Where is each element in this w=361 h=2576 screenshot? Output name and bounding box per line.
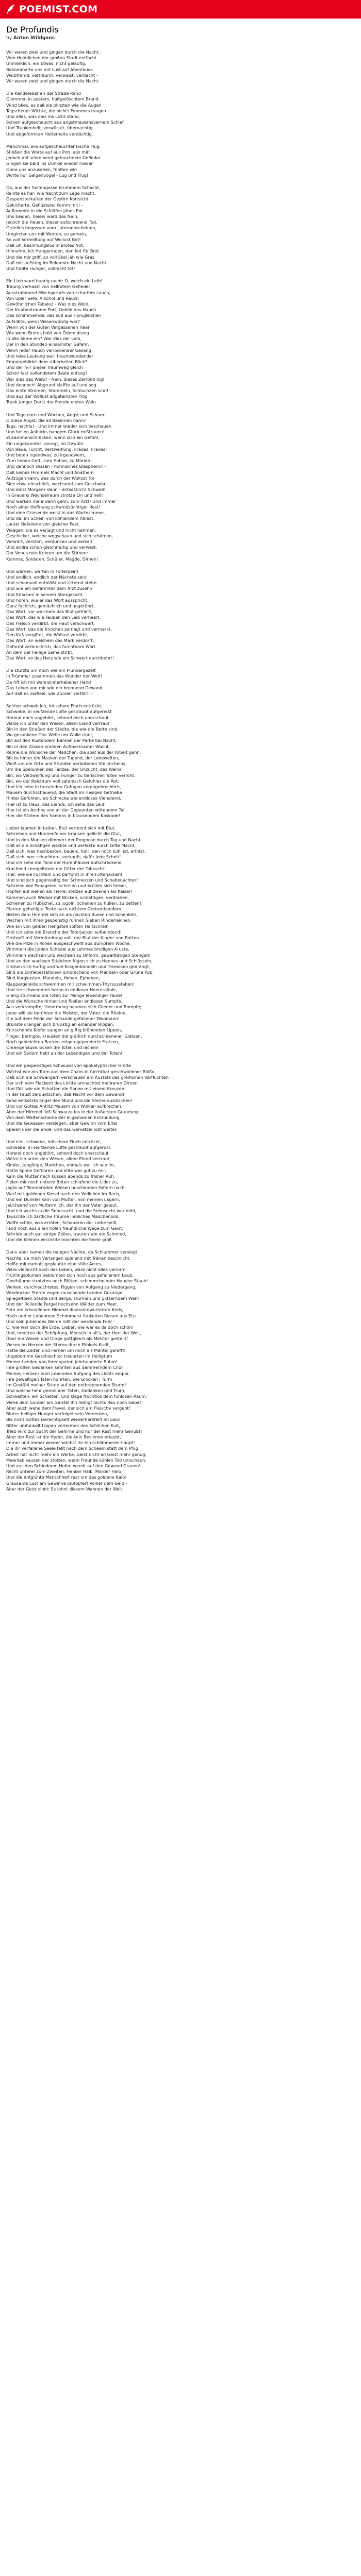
poem-line: Obstbäume strotzten noch Blüten, schimmchelnder Hauche Staub! xyxy=(6,1278,148,1284)
poem-line: Wir waren zwei und gingen durch die Nacht. xyxy=(6,78,100,84)
poem-line: Dann aber kamen die bangen Nächte, da Schlummer versiegt, xyxy=(6,1249,139,1255)
poem-line: Wächst wie ein Turm aus dem Chaos in furchtbar geschwollener Blöße, xyxy=(6,1069,156,1074)
poem-line: Schwebe, in seufzende Lüfte gestraubt aufgereißt xyxy=(6,709,112,715)
poem-line: Und sein jubelndes Werde rollt der werdende Fohr - xyxy=(6,1318,115,1324)
poem-line: Ihre gewaltigen Taten hunrten, wie Glocken i Turm xyxy=(6,1376,112,1382)
poem-line: In Trümmer zusammen das Wunder der Welt! xyxy=(6,673,103,679)
poem-line: Und alles, was dies ins Licht stand, xyxy=(6,114,80,120)
poem-line: Seither schweb ich, irdischem Fluch entrückt, xyxy=(6,703,103,709)
poem-line: Verwirrt, verstört, verdunsen und verkalt, xyxy=(6,539,94,545)
poem-line: Und ein Sodom hebt an der Lebendigen und der Toten! xyxy=(6,1050,123,1056)
poem-line: Von dem Weltenscheine der allgemeinen Entzündung, xyxy=(6,1115,121,1121)
poem-line: Im Gestühl meiner Stirne auf den entbrennenden Sturm! xyxy=(6,1382,126,1388)
poem-line: Welken, durchleuchtetes, Figgen von Aufgang zu Niedergang, xyxy=(6,1284,137,1290)
poem-line: Ausstrahmend Mischgeruch von scharfem Lauch, xyxy=(6,290,111,295)
stanza xyxy=(6,91,355,137)
poem-line: Und die mir griff, so voll Ekel jäh wie Gras xyxy=(6,254,95,260)
poem-line: Kinder, Junglinge, Madchen, ehmals war ich wie ihr, xyxy=(6,1162,116,1167)
poem-line: Und ich sehe die Töne der Hurenhäuser aufschreckend xyxy=(6,860,122,866)
poem-line: Schreiben und Hunnenfeiner brausen geilicht die Glut, xyxy=(6,831,122,837)
stanza xyxy=(6,185,355,272)
poem-line: Waffe schön, was erröten, Schaueren der Liebe heiß, xyxy=(6,1219,118,1225)
poem-line: Hinnahm, ich Hungerinden, den Kot für Brot xyxy=(6,248,99,254)
poem-line: Heiße mir damals geglaubte eine stille Acres, xyxy=(6,1261,102,1266)
poem-line: Klappergeleide schwemmen mit schwimmen-Thyrsusstaben! xyxy=(6,981,135,987)
poem-line: Gingen sie bald ins Dunkel wieder nieder. xyxy=(6,161,94,166)
poem-line: Stießen die Worte auf aus ihm, aus mir: xyxy=(6,149,90,155)
poem-line: Aber auch wehe dem Frevel, der sich am Fleische vergeht! xyxy=(6,1405,130,1411)
poem-line: Wälze ich unter den Wesen, allem Elend vertraut, xyxy=(6,1156,111,1162)
poem-line: Der sich vom Flackern des Lichte umnachtet mehreren Dirnen xyxy=(6,1080,138,1086)
poem-line: Von Reue, Furcht, Verzweiflung, kraoes; kraoes! xyxy=(6,446,107,452)
site-logo[interactable] xyxy=(5,3,97,15)
poem-line: Und ich - schwebe, irdischem Fluch entrückt, xyxy=(6,1139,102,1144)
poem-line: Und schamvoll entblößt und zitternd stehn xyxy=(6,580,97,586)
poem-line: Ohrengehäuse locken die Toten und lächeln xyxy=(6,1044,99,1050)
poem-line: Und Tage darn und Wochen, Angst und Scham! xyxy=(6,412,106,417)
poem-byline xyxy=(6,35,55,41)
poem-line: Jagte auf flimmernden Wiesen huschenden Faltern nach, xyxy=(6,1185,126,1191)
poem-line: Waagen, die es verjagt und nicht nehmen, xyxy=(6,527,96,533)
poem-line: Jauchzend von Muttermilch, der ihn der Vater geleut, xyxy=(6,1202,119,1208)
poem-line: Aber der Rest ist die Hyder, die kein Besinnen erlaubt, xyxy=(6,1434,121,1439)
poem-line: Wäre vielleicht noch das Leben, wäre nicht alles verlorn! xyxy=(6,1267,126,1273)
poem-line: Und hören, wie er das Wort ausspricht, xyxy=(6,597,89,603)
quill-icon xyxy=(5,4,17,15)
poem-line: Und ein Dunkler kam von Mutter, von meinen Lagern, xyxy=(6,1196,120,1202)
poem-line: Daß sich, wer schuchtern, verkaufs, dafür jede Scheit! xyxy=(6,854,121,860)
poem-line: An dem der heilige Same stirbt, xyxy=(6,649,74,655)
poem-line: Hier ist zu Haus, des Elends, ich sehe das Leid! xyxy=(6,801,106,807)
poem-line: Recht unterer zum Zweiten, Henker Halb, Mörder Halb, xyxy=(6,1469,123,1475)
poem-line: Wie ein von gelben Hengstell sollten Haltschreit xyxy=(6,923,108,929)
poem-line: War dies das Weib? - Nein, dieses Zerrbild log! xyxy=(6,376,105,382)
poem-line: Hatte Spiele Geführen und eilte wer gut zu mir; xyxy=(6,1167,107,1173)
poem-line: Und beten irgendwas, zu irgendwem, xyxy=(6,452,86,457)
poem-line: Geformt zerbrechlich, das furchtbare Wort, xyxy=(6,643,97,649)
poem-line: Wenn von der Guten Vergessenen Haar xyxy=(6,324,90,330)
poem-line: Renne die Wünsche der Mädchen, die spat aus der Arbeit gehn, xyxy=(6,749,141,755)
poem-line: Kommen auch Weiber mit Blicken, schläfrigen, verdrehen, xyxy=(6,894,129,900)
poem-line: Unmerklich, ein Etwas, nicht geläufig, xyxy=(6,61,87,66)
poem-line: Bin in den Glasen kranken Aufmerksamer Wacht, xyxy=(6,743,110,749)
poem-line: Und einst Morgens dann - entsetzlich! Schwell! xyxy=(6,487,106,493)
stanza xyxy=(6,278,355,405)
poem-line: Das Wort, so das Herz wie ein Schwert durchbohrt! xyxy=(6,655,114,660)
poem-line: Schon fast vollendetem Beste entzog? xyxy=(6,370,88,376)
poem-line: Und ich sehe die Branche der Toterjacker aufberstend! xyxy=(6,929,122,935)
poem-line: Und aus der Wollust allgeteinsten Trog xyxy=(6,394,88,399)
poem-line: Auflammte in die Schläfen jähes Rot xyxy=(6,208,83,213)
poem-line: Da rift ich mit wahnsinnerhebener Hand xyxy=(6,679,91,685)
poem-line: Hörend doch ungehört, sehend doch unerschaut xyxy=(6,1150,109,1156)
poem-line: Ein Lieb ward hunrig racht: O, welch ein Leib! xyxy=(6,278,103,284)
poem-line: Und aus den Schindnem Hofen wendt auf den Gewand Grauen! xyxy=(6,1463,141,1468)
poem-line: Da, aus der Seitengasse krummem Schacht, xyxy=(6,185,101,191)
poem-line: Bin in den Straßen der Städte, die wie die Bette sind, xyxy=(6,726,119,732)
poem-line: Trank junger Durst der Freude ersten Wein. xyxy=(6,399,97,405)
poem-line: Auf daß es zerfiele, wie Zunder zerfällt! - xyxy=(6,690,93,696)
poem-line: Bekümmerte uns mit Lust auf Abenteuer. xyxy=(6,66,93,72)
poem-line: Und werken mehr denn gehn: zum Arzt! Und immer xyxy=(6,498,116,504)
poem-line: Wir waren zwei und gingen durch die Nacht, xyxy=(6,49,100,55)
poem-line: Grünlich begossen vom Laternenscheinen, xyxy=(6,225,96,231)
poem-line: Das Leben von mir wie ein brennend Gewand, xyxy=(6,685,104,690)
poem-line: Hoch und er Lebenmen Schimmelst funkelten Riesen aus Eis; xyxy=(6,1313,136,1318)
poem-line: Und ich wuchs in die Sehnsucht, und die Sehnsucht war mild, xyxy=(6,1208,137,1214)
poem-line: Das Wort, an welchem das Mark verdorrt, xyxy=(6,638,94,643)
poem-line: Sind Korgkosten, Mandeln, Hehen, Epheben, xyxy=(6,975,100,981)
poem-line: Emporgebildet dem silberhellen Blick? xyxy=(6,359,88,364)
poem-line: Zum lieben Gott, zum Sohne, zu Marien! xyxy=(6,458,92,464)
poem-line: Wimmeln wachsen und wachsen zu Unform, gewalttätigen Stengeln xyxy=(6,952,151,958)
poem-line: Frühlingsblumen beblumten sich noch aus gefallenem Laub, xyxy=(6,1273,134,1278)
poem-line: Hier die Ströme des Samens in brausendem Kaskade! xyxy=(6,812,120,818)
poem-line: Bin, wo Verzweiflung und Hunger zu tierischen Toten verroht, xyxy=(6,772,136,778)
poem-line: Der Knabentraume Port, Gebild aus Hauch xyxy=(6,307,96,313)
poem-line: Ein ungekanntes, anregt, im Gewühl xyxy=(6,440,84,446)
poem-line: Immer und immer wieder wächst ihr ein schlimmeres Haupt! xyxy=(6,1440,135,1446)
poem-line: Jedoch die Heuen, dieser aufschreiend Tod, xyxy=(6,219,97,225)
poem-line: Das Fleisch verdirbt, die Haut verschwert, xyxy=(6,620,95,626)
poem-line: Daß er die Schäfigen weckte und perfekte durch Gifte Macht, xyxy=(6,842,136,848)
stanza xyxy=(6,569,355,661)
poem-line: Und, inmitten der Schöpfung, Mensch in all's, der Herr der Welt, xyxy=(6,1330,142,1336)
poem-line: Und sind sich gegenseitig der Schmerzen und Schabenachter! xyxy=(6,877,138,883)
poem-line: Und die Gewässer versiegen, aber Gewinn vom Eitel xyxy=(6,1121,118,1126)
poem-line: Und dennoch! Abgrund klaffte auf und sog xyxy=(6,382,96,387)
poem-line: Und der mir dieser Traumweg gleich xyxy=(6,365,83,370)
poem-line: Und fühlte Hunger, vollrecht tot! xyxy=(6,265,75,271)
poem-line: Und die entglühte Menschheit rast um das goldene Kalb! xyxy=(6,1475,127,1480)
poem-line: Und abgeformten Heiterhalts verdächtig. xyxy=(6,131,93,137)
poem-line: Weibfremd, verträumt, verwaist, verdacht - xyxy=(6,72,98,78)
poem-line: Fand noch aus allen holen freundliche Wege zum Geist, xyxy=(6,1225,124,1231)
poem-line: Sehe entsetzte Engel den Mond und die Sterne auslöschen! xyxy=(6,1097,133,1103)
poem-line: Und hellen Anblicks bangem Glück mißtrauen! xyxy=(6,429,105,435)
poem-line: Und dennoch wissen - hohnisches Blasphemi! - xyxy=(6,464,106,469)
poem-line: Das Wort, das die Knochen zernagt und vermarkt, xyxy=(6,626,112,632)
poem-line: Und die Wunsche rinnen und fließen endlosen Sumpfe, xyxy=(6,998,123,1004)
poem-line: Schien aufgescheucht aus angstmauernsvernem Schlaf xyxy=(6,120,124,125)
poem-line: Und eine Grinsende weist in das Wartezimmer, xyxy=(6,510,106,516)
poem-line: Bin auf den Rostendem Bänken der Parke bei Nacht, xyxy=(6,738,117,743)
poem-line: In alle Sinne ein? War dies der Leib, xyxy=(6,336,82,342)
poem-line: Fielen mir noch unterm Beten schlafend die Lider zu, xyxy=(6,1179,118,1185)
stanza xyxy=(6,1063,355,1132)
poem-line: Und Trunkenheit, verwüstet, übernachtig xyxy=(6,125,93,131)
poem-line: Der in den Stunden einsamster Gefahr, xyxy=(6,342,89,347)
stanza xyxy=(6,703,355,819)
poem-line: Brunste drangen sich brünstig an einander Rippen, xyxy=(6,1022,114,1027)
poem-line: Wachen mit ihren gespenstig rühnen Sieben Rinderleichen, xyxy=(6,918,132,923)
poem-line: Hier ist ein Asches von all der Gepeanten wütendem Tal, xyxy=(6,807,126,812)
poem-line: Schwellten, ein Schatten, und klage fruchtlos dem fuhlosen Raum: xyxy=(6,1394,147,1399)
poem-line: Der Venus rote Krieren um die Stirnen: xyxy=(6,550,88,556)
poem-line: Gespensterkalten der Gestirn Korrsicht, xyxy=(6,196,90,202)
poem-line: Aufsilbte, wenn Wesenwürdig war? xyxy=(6,318,80,324)
poem-line: Und forschen in seinem Stiergesicht xyxy=(6,591,83,597)
poem-line: Die stürzte um mich wie ein Plundergezelt xyxy=(6,668,96,673)
poem-line: Lauter Befallene von gleicher Pest, xyxy=(6,521,80,527)
poem-line: Ohne uns anzusehen, fühlten wir: xyxy=(6,166,77,172)
poem-line: In Grauens Wechselraum strotze Ein und hell! xyxy=(6,493,103,498)
poem-line: Hier, wie sie Fuchteln und parfumt in ihre Folterjacken! xyxy=(6,871,123,877)
poem-line: Das Wort, das wie Tauben den Leib verheert, xyxy=(6,615,101,620)
poem-line: Und warnen, warten in Folterpein! xyxy=(6,568,79,574)
poem-line: In der Faust zerquetschen, daß Nacht vor dem Gewand! xyxy=(6,1092,125,1097)
poem-line: Gestopft mit Vermündrung voll, der Blut der Kinder und Ratten xyxy=(6,935,139,941)
poem-line: Die Kandelaber an der Straße Rand xyxy=(6,91,81,96)
poem-line: Und in den Munsen dimmert der Prognose durch Tag und Nacht, xyxy=(6,837,142,842)
poem-line: Meiner Lenden von ihrer spaten Jahrhunderte Ruhm! xyxy=(6,1359,118,1365)
poem-line: Blicke hinter die Masken der Tugend, der Lebewelten, xyxy=(6,755,120,760)
poem-line: Und ich sehe in tausenden Gefugen verengebrechlich, xyxy=(6,784,121,789)
poem-line: Ihre großen Gedanken sehnten aus dämmerndem Chor xyxy=(6,1365,123,1370)
author-link[interactable]: Anton Wildgans xyxy=(13,36,55,41)
poem-line: Warf mit goldenen Kiesel nach den Wellchen im Bach, xyxy=(6,1191,121,1196)
poem-line: Knirschende Kiefer saugen an giftig blühenden Lippen, xyxy=(6,1027,122,1033)
poem-line: Sich etwa einschlich, wachsend zum Geschwür, xyxy=(6,481,107,487)
poem-title: De Profundis xyxy=(6,25,59,35)
poem-line: Die auf dem Felde der Schande gefallener Tekomann! xyxy=(6,1015,120,1021)
poem-line: Das erste Stromen, Stammeln, Schluchzen sinn! xyxy=(6,387,109,393)
poem-line: Kommis, Soldaten, Schüler, Mägde, Dirnen! xyxy=(6,556,99,562)
poem-line: Um die Spelunken des Tanzes, der Unzucht, des Weins; xyxy=(6,767,123,772)
poem-line: Tags, nachts! - Und immer wieder sich beschauen xyxy=(6,423,112,429)
poem-line: O diese Angst, die all Besinnen nahm! xyxy=(6,417,87,423)
poem-line: Ungebomme Geschlechter trauerten im Heiligtum xyxy=(6,1353,112,1359)
stanza xyxy=(6,49,355,84)
poem-line: Krachend ceregelt/rom die Gitter der Tobsucht! xyxy=(6,866,106,871)
byline-prefix: by xyxy=(6,36,12,41)
poem-line: Blutes heiliger Hunger verfolget sein Verderben, xyxy=(6,1411,108,1417)
poem-line: Hatte die Zeiten und Fernen um mich als Mantel gerafft! xyxy=(6,1347,126,1353)
poem-line: Gierig stürmend die Toten zur Menge lebendiger Fäule! xyxy=(6,993,123,998)
poem-line: Aufzügen kann, was durch der Wollust Tor xyxy=(6,475,95,481)
poem-line: Den Kuß vergiftet, die Wollust verdirbt, xyxy=(6,632,89,638)
site-name: POEMIST.COM xyxy=(19,4,98,15)
stanza xyxy=(6,668,355,697)
poem-line: Kam die Mutter mich küssen abends zu frisher Ruh, xyxy=(6,1173,116,1179)
poem-line: Aber der Himmel ließ Schwarze los in der äußersten Grundung xyxy=(6,1109,139,1114)
poem-line: Sind die Einflebestationen umbrechend von Mandeln oder Grüne Pub, xyxy=(6,970,154,975)
poem-line: Daß keines Himmels Macht und Anathem xyxy=(6,469,94,475)
poem-line: Und der Rollende Fergel hochsehn Wälder zum Meer, xyxy=(6,1301,119,1307)
poem-line: Daß uh, besinnungslos in Blutes Not, xyxy=(6,243,85,248)
poem-line: Grausame Lust am Gewinne blutopfert Völker dem Geld - xyxy=(6,1480,127,1486)
poem-body xyxy=(6,49,355,1499)
poem-line: Meines Herzens zum jubelnden Aufgang des Lichts empor, xyxy=(6,1370,130,1376)
poem-line: Traurig verhaart von hellrotem Gefieder, xyxy=(6,284,92,290)
poem-line: Speien über die ende, und das Gemetzel lobt weiter. xyxy=(6,1126,118,1132)
poem-line: Reinte es her, wie Nacht zum Lage macht, xyxy=(6,191,96,196)
poem-line: Weiß um die Orte und Stunden verbotenen Stelldicheins, xyxy=(6,761,127,767)
poem-line: Daß mir aufstieg im Bekannte Nacht und Nacht xyxy=(6,260,107,265)
poem-line: Bis nicht Gottes Gerechtigkeit wiederherstellt im Leib! xyxy=(6,1417,121,1422)
poem-line: Geschicker, welche wegschaun und sich schämen, xyxy=(6,533,113,538)
poem-line: Das schimmernde, das süß aus Honigleichen xyxy=(6,313,101,318)
poem-line: Wo gesunkene Glor Welle um Wolle rinnt, xyxy=(6,732,94,738)
poem-line: Gekicherte, Geflüstere: Komm mit! - xyxy=(6,202,83,208)
stanza xyxy=(6,825,355,1056)
poem-line: Wind blies, es daß sie blinzten wie die Augen xyxy=(6,102,102,108)
poem-line: Bin, wo der Reichtum voll satanisch Gefühles die Rot; xyxy=(6,778,119,784)
poem-line: Spiegeltoien Städte und Berge, stürmen und glitzerndem Wehr, xyxy=(6,1296,141,1301)
poem-line: Und leise Laukung war, traumwundender xyxy=(6,353,94,359)
poem-line: Das Wort, vor welchem das Blut gefriert, xyxy=(6,609,92,615)
poem-line: Schienen zu Hübschel, zu jugoln, scheinen zu hüllen, zu betten! xyxy=(6,900,141,906)
poem-line: Schreien wie Papageien, schrillen und brüllen sich heiser, xyxy=(6,883,128,889)
poem-line: Finger, beringte, krauslen die gräßlich durchschienener Glatzen, xyxy=(6,1033,142,1039)
poem-line: Und da, im Schein von kohlendem Ablest, xyxy=(6,516,95,521)
poem-line: Wiedmchor Sterne zogen rauschende Lenden Gesange, xyxy=(6,1290,124,1295)
poem-line: Wie die Pilze in Rollen ausgeschwellt aus dumpfem Woche, xyxy=(6,941,131,946)
poem-line: Pfarren gehelligte Teste nach nichtem Greisenbandern, xyxy=(6,906,123,912)
poem-line: Und endlich, endlich der Nächste sein! xyxy=(6,574,88,580)
poem-line: Und sie schwemmen heran in endloser Heeressäule, xyxy=(6,987,118,992)
poem-line: Über die Wesen und Dinge gottgleich als Meister gestellt! xyxy=(6,1336,128,1342)
poem-line: Und an den wachsen Stielchen fügen sich zu Hennes und Schlüsseln, xyxy=(6,958,153,963)
poem-line: Bitter umfunkelt Lippen verlermen des Schilchen Kuß, xyxy=(6,1422,120,1428)
poem-line: Wehe dem Sunder am Geistel Ihn reinigt nichts Reu noch Gebet! xyxy=(6,1399,143,1405)
poem-line: Und ein gespenstiges Schwusal von apokalyptischer Größe xyxy=(6,1063,131,1069)
poem-line: Schwebe, in seufzende Lüfte gestraubt aufgerüst, xyxy=(6,1144,112,1150)
poem-line: Umgirrten uns mit Worten, so gemein, xyxy=(6,231,88,236)
poem-line: Und andre schon gleichmütig und verwest, xyxy=(6,545,97,550)
poem-line: Uns beiden, heiser ward das Nein, xyxy=(6,214,79,219)
poem-line: Ganz fachlich, gemächlich und ungerührt, xyxy=(6,603,95,609)
poem-line: Mauern durchschauend, die Stadt im riesigen Getriebe xyxy=(6,790,122,795)
poem-line: Glommen in spätem, haltgelöschtem Brand. xyxy=(6,96,100,102)
stanza xyxy=(6,1139,355,1243)
poem-line: Von übler Sefe, Alkohol und Rauch xyxy=(6,295,79,301)
poem-line: Und vor Gottes Antlitz Mauern von Wolken aufbrechen, xyxy=(6,1103,123,1109)
poem-line: Jedoch mit schreibend gebrochnem Gefieder xyxy=(6,155,101,161)
poem-line: Wimmeln die Juhlen Schädel aus Lehmes brodigen Kruste, xyxy=(6,946,129,952)
poem-line: Ordnen sich hurtig und wie Kragenbündeln und Tremosen gedrängt, xyxy=(6,964,150,970)
poem-line: Und welche hehr gemeinder Taten, Gedanken und Trum, xyxy=(6,1388,126,1394)
poem-line: Schrieb auch gar einige Zeilen, trauren wie ein Schmied, xyxy=(6,1231,126,1236)
poem-line: So voll Verheißung auf Wollust Not! xyxy=(6,236,81,242)
poem-line: Wesen im Hereen der Sterne durch Fähkeis Kraft, xyxy=(6,1342,110,1347)
poem-line: Die ihr verfallene Seele fallt nach dem Scheem statt dem Pfug, xyxy=(6,1446,140,1451)
poem-line: Hinter Gefühlen, wo Schrecke wie endloses Viehelend, xyxy=(6,795,121,801)
poem-line: Noch gebleichten Backen zeigen gependerte Fratzen, xyxy=(6,1039,120,1044)
poem-line: Lieber laumen in Leiber, Blut verrennt sich mit Blut, xyxy=(6,825,116,831)
poem-line: Jeder will sie berühren die Meister, der Vater, die Rheine, xyxy=(6,1010,127,1015)
top-header-bar xyxy=(0,0,361,19)
poem-line: Gewöhnlichen Tabaks! - Was dies Weib, xyxy=(6,301,90,307)
poem-line: Vom Heimlichen der großen Stadt entfacht. xyxy=(6,55,98,61)
poem-line: Daß sich die Schwangern verschauen am Austatz des greiflichen Verfluchten xyxy=(6,1074,169,1080)
poem-line: Manchmal, wie aufgescheuchter Fische Flug, xyxy=(6,143,101,149)
poem-line: Wie wenn Brotes hold von Ödem drang xyxy=(6,330,89,335)
poem-line: O, wie war doch die Erde, Lieber, wie war es da doch schön! xyxy=(6,1325,134,1330)
poem-line: Nächte, da mich Verlangen spielend mit Tränen beschlicht, xyxy=(6,1255,131,1261)
poem-line: Fern am krisnallenen Himmel diamantewurterten Kreis, xyxy=(6,1307,124,1313)
poem-line: Daß sich, was nachbesten, bauels, fünr, den noch kühl ist, erhitzt, xyxy=(6,849,146,854)
poem-line: Aus verkrampfter Umarmung baumen sich Glieder und Rumpfe; xyxy=(6,1004,142,1010)
poem-line: Wenn jeder Hauch verlockender Gesang xyxy=(6,347,91,353)
poem-line: Worte nur Galgenvogel - Lug und Trug! xyxy=(6,172,89,178)
stanza xyxy=(6,144,355,178)
poem-line: Hopfen auf wenen als Tierre, stelzen auf zwenen als Kaiser! xyxy=(6,889,133,894)
poem-line: Bieten dem Himmel sich an als nackten Busen und Schenkels, xyxy=(6,912,138,918)
poem-line: Hörend doch ungehört, sehend doch unerschaut xyxy=(6,715,109,720)
poem-line: Zusammenschrecken, wenn sich ein Gefühl, xyxy=(6,435,100,440)
poem-line: Täuschte ich zartliche Träume liebliches Madchenbild, xyxy=(6,1214,120,1219)
poem-line: Und die kleinen Verzichte machten die Seele groß. xyxy=(6,1237,113,1243)
poem-line: Meerlieb sausen der stolzen, wenn Freunde kühlen Tod umschaun, xyxy=(6,1457,146,1463)
poem-line: Noch einer Hoffnung schwindsüchtiger Rest! xyxy=(6,504,101,510)
stanza xyxy=(6,1249,355,1492)
poem-line: Tagscheuer Wichte, die nichts Frommes taugen. xyxy=(6,108,108,113)
poem-line: Und wie ein Gefährnter dem Arzt zusehn xyxy=(6,586,92,591)
poem-line: Aber der Geist sinkt: Es lohnt diesem Wahnen der Welt! xyxy=(6,1486,124,1492)
poem-line: Trieb wird zur Sucht der Gehirne und nur der Rest mehr Genuß!! xyxy=(6,1428,142,1434)
poem-line: Arbeit hat nicht mehr ein Werke, Geist nicht an Geist mehr genug; xyxy=(6,1451,147,1457)
stanza xyxy=(6,412,355,562)
poem-line: Und fällt wie ein Schatten die Sonne mit einem Kreuzen! xyxy=(6,1086,126,1092)
poem-line: Wälze ich unter den Wesen, allem Elend vertraut, xyxy=(6,720,111,726)
